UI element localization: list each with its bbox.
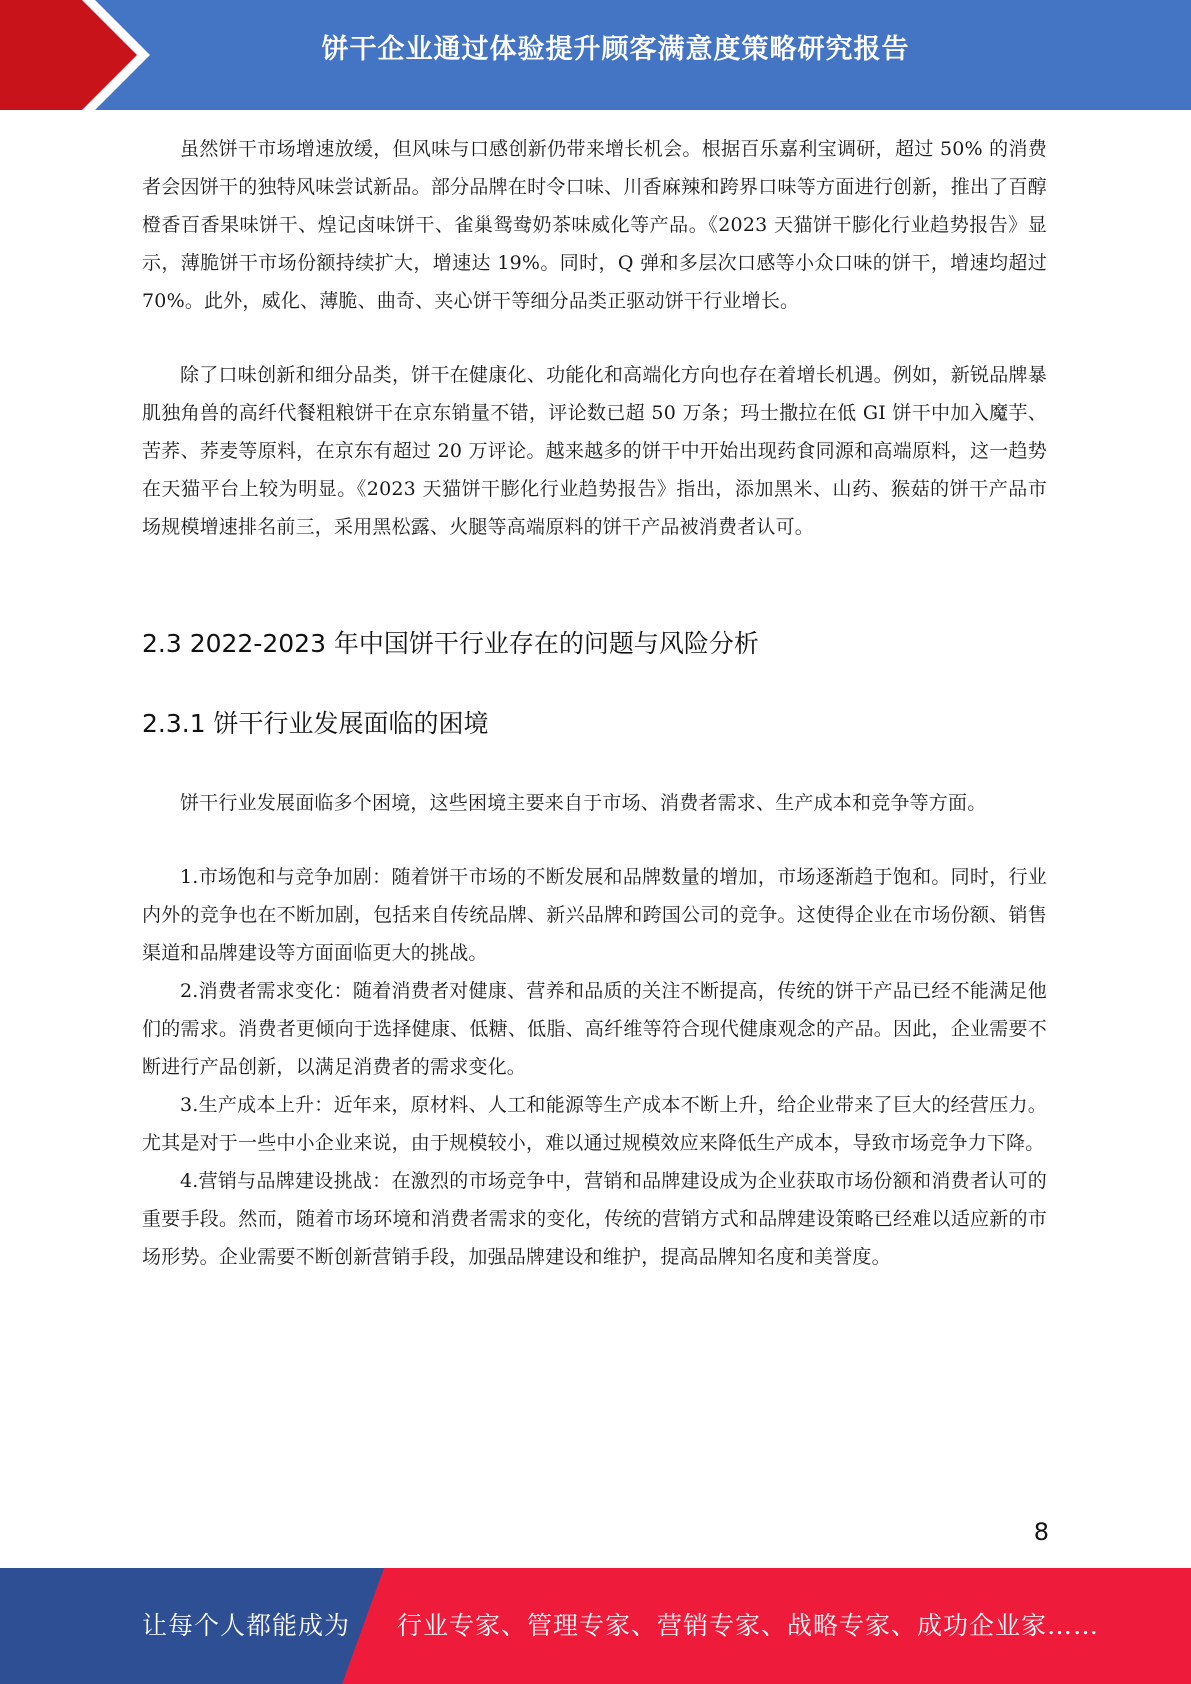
page-number: 8 xyxy=(1033,1518,1049,1546)
footer-slogan-right: 行业专家、管理专家、营销专家、战略专家、成功企业家…… xyxy=(397,1611,1100,1640)
page-header xyxy=(0,0,1191,110)
report-title: 饼干企业通过体验提升顾客满意度策略研究报告 xyxy=(321,34,910,65)
section-heading-2-3: 2.3 2022-2023 年中国饼干行业存在的问题与风险分析 xyxy=(142,629,759,658)
footer-slogan-left: 让每个人都能成为 xyxy=(142,1611,351,1640)
list-item-production-cost: 3.生产成本上升：近年来，原材料、人工和能源等生产成本不断上升，给企业带来了巨大的经营压力。尤其是对于一些中小企业来说，由于规模较小，难以通过规模效应来降低生产成本，导致市场竞争力下降。 xyxy=(142,1094,1047,1154)
paragraph-dilemmas-intro: 饼干行业发展面临多个困境，这些困境主要来自于市场、消费者需求、生产成本和竞争等方面。 xyxy=(180,792,987,814)
list-item-marketing-branding: 4.营销与品牌建设挑战：在激烈的市场竞争中，营销和品牌建设成为企业获取市场份额和消费者认可的重要手段。然而，随着市场环境和消费者需求的变化，传统的营销方式和品牌建设策略已经难以适应新的市场形势。企业需要不断创新营销手段，加强品牌建设和维护，提高品牌知名度和美誉度。 xyxy=(142,1170,1047,1268)
section-heading-2-3-1: 2.3.1 饼干行业发展面临的困境 xyxy=(142,709,489,738)
page-footer xyxy=(0,1568,1191,1684)
paragraph-health-trends: 除了口味创新和细分品类，饼干在健康化、功能化和高端化方向也存在着增长机遇。例如，新锐品牌暴肌独角兽的高纤代餐粗粮饼干在京东销量不错，评论数已超 50 万条；玛士撒拉在低 GI 饼干中加入魔芋、苦荞、荞麦等原料，在京东有超过 20 万评论。越来越多的饼干中开始出现药食同源和高端原料，这一趋势在天猫平台上较为明显。《2023 天猫饼干膨化行业趋势报告》指出，添加黑米、山药、猴菇的饼干产品市场规模增速排名前三，采用黑松露、火腿等高端原料的饼干产品被消费者认可。 xyxy=(142,364,1047,538)
paragraph-flavor-innovation: 虽然饼干市场增速放缓，但风味与口感创新仍带来增长机会。根据百乐嘉利宝调研，超过 50% 的消费者会因饼干的独特风味尝试新品。部分品牌在时令口味、川香麻辣和跨界口味等方面进行创新，推出了百醇橙香百香果味饼干、煌记卤味饼干、雀巢鸳鸯奶茶味威化等产品。《2023 天猫饼干膨化行业趋势报告》显示，薄脆饼干市场份额持续扩大，增速达 19%。同时，Q 弹和多层次口感等小众口味的饼干，增速均超过 70%。此外，威化、薄脆、曲奇、夹心饼干等细分品类正驱动饼干行业增长。 xyxy=(142,138,1047,312)
list-item-market-saturation: 1.市场饱和与竞争加剧：随着饼干市场的不断发展和品牌数量的增加，市场逐渐趋于饱和。同时，行业内外的竞争也在不断加剧，包括来自传统品牌、新兴品牌和跨国公司的竞争。这使得企业在市场份额、销售渠道和品牌建设等方面面临更大的挑战。 xyxy=(142,866,1047,964)
main-content xyxy=(142,130,1047,1276)
list-item-consumer-demand: 2.消费者需求变化：随着消费者对健康、营养和品质的关注不断提高，传统的饼干产品已经不能满足他们的需求。消费者更倾向于选择健康、低糖、低脂、高纤维等符合现代健康观念的产品。因此，企业需要不断进行产品创新，以满足消费者的需求变化。 xyxy=(142,980,1047,1078)
